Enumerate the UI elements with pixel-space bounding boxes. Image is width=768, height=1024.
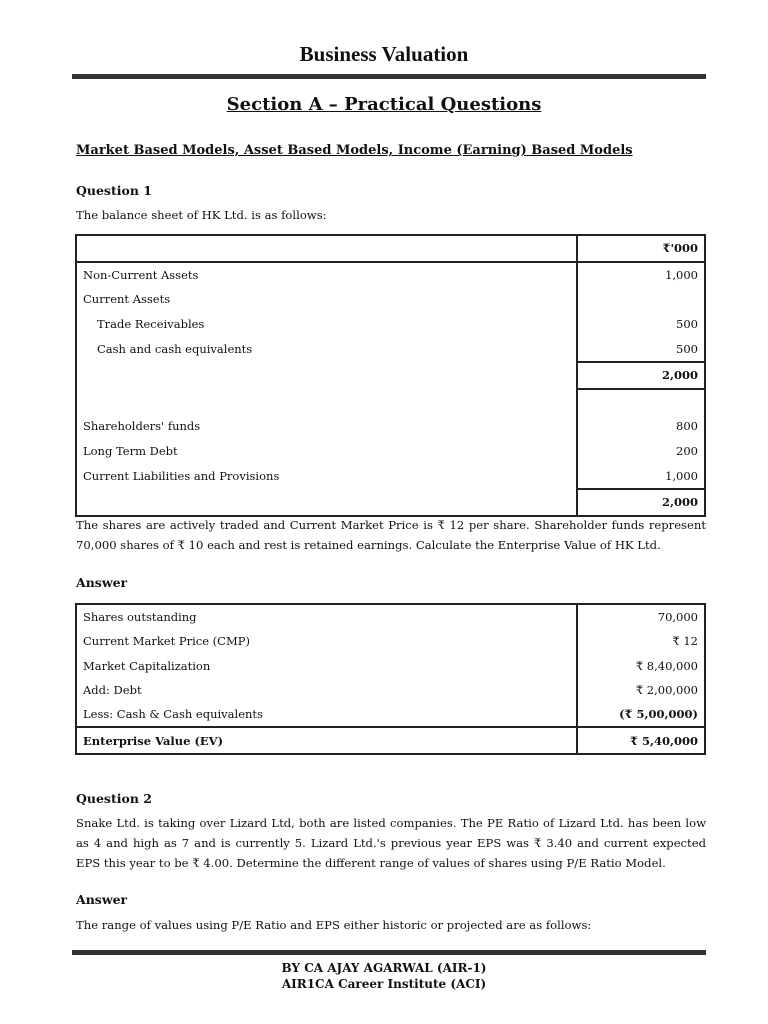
footer-author: BY CA AJAY AGARWAL (AIR-1) [281, 961, 487, 975]
row-value: 500 [577, 312, 705, 337]
row-value: 800 [577, 414, 705, 439]
row-label: Current Liabilities and Provisions [76, 463, 577, 489]
question-1-heading: Question 1 [76, 183, 152, 198]
footer-rule [72, 950, 706, 955]
row-label: Shares outstanding [76, 604, 577, 629]
table-row [76, 235, 705, 262]
balance-sheet-table [75, 234, 706, 517]
row-value: 1,000 [577, 463, 705, 489]
row-value: ₹ 2,00,000 [577, 678, 705, 702]
table-row [76, 389, 705, 415]
table-row [76, 489, 705, 516]
row-value: 500 [577, 336, 705, 362]
row-label [76, 389, 577, 415]
answer-2-heading: Answer [76, 892, 128, 907]
row-label: Shareholders' funds [76, 414, 577, 439]
ev-value: ₹ 5,40,000 [577, 727, 705, 753]
table-row [76, 654, 705, 678]
row-value [577, 287, 705, 312]
enterprise-value-table [75, 603, 706, 755]
table-row [76, 439, 705, 464]
row-value: ₹ 12 [577, 629, 705, 653]
row-label [76, 362, 577, 389]
row-value: 70,000 [577, 604, 705, 629]
row-label [76, 489, 577, 516]
table-row [76, 604, 705, 629]
row-label: Add: Debt [76, 678, 577, 702]
liabilities-total: 2,000 [577, 489, 705, 516]
row-label: Long Term Debt [76, 439, 577, 464]
unit-header: ₹'000 [577, 235, 705, 262]
section-title: Section A – Practical Questions [226, 94, 542, 115]
table-row [76, 727, 705, 753]
header-label-cell [76, 235, 577, 262]
row-value: 1,000 [577, 262, 705, 288]
table-row [76, 702, 705, 727]
assets-total: 2,000 [577, 362, 705, 389]
table-row [76, 463, 705, 489]
row-label: Current Assets [76, 287, 577, 312]
question-1-intro: The balance sheet of HK Ltd. is as follows: [76, 208, 327, 222]
answer-2-text: The range of values using P/E Ratio and EPS either historic or projected are as follows: [76, 918, 592, 932]
table-row [76, 287, 705, 312]
row-label: Less: Cash & Cash equivalents [76, 702, 577, 727]
question-2-text: Snake Ltd. is taking over Lizard Ltd, both are listed companies. The PE Ratio of Lizard Ltd. has been low as 4 and high as 7 and is currently 5. Lizard Ltd.'s previous year EPS was ₹ 3.40 and current expected EPS this year to be ₹ 4.00. Determine the different range of values of shares using P/E Ratio Model. [76, 816, 706, 870]
row-value: ₹ 8,40,000 [577, 654, 705, 678]
question-2-heading: Question 2 [76, 791, 152, 806]
answer-1-heading: Answer [76, 575, 128, 590]
row-value: (₹ 5,00,000) [577, 702, 705, 727]
row-label: Market Capitalization [76, 654, 577, 678]
table-row [76, 336, 705, 362]
row-value [577, 389, 705, 415]
footer-institute: AIR1CA Career Institute (ACI) [281, 977, 487, 991]
row-label: Trade Receivables [76, 312, 577, 337]
table-row [76, 678, 705, 702]
row-value: 200 [577, 439, 705, 464]
table-row [76, 312, 705, 337]
table-row [76, 262, 705, 288]
ev-label: Enterprise Value (EV) [76, 727, 577, 753]
row-label: Non-Current Assets [76, 262, 577, 288]
header-rule [72, 74, 706, 79]
table-row [76, 414, 705, 439]
page-header-title: Business Valuation [299, 42, 469, 66]
row-label: Current Market Price (CMP) [76, 629, 577, 653]
table-row [76, 629, 705, 653]
question-1-text: The shares are actively traded and Current Market Price is ₹ 12 per share. Shareholder funds represent 70,000 shares of ₹ 10 each and rest is retained earnings. Calculate the Enterprise Value of HK Ltd. [76, 518, 706, 552]
topic-heading: Market Based Models, Asset Based Models, Income (Earning) Based Models [76, 143, 633, 158]
row-label: Cash and cash equivalents [76, 336, 577, 362]
table-row [76, 362, 705, 389]
